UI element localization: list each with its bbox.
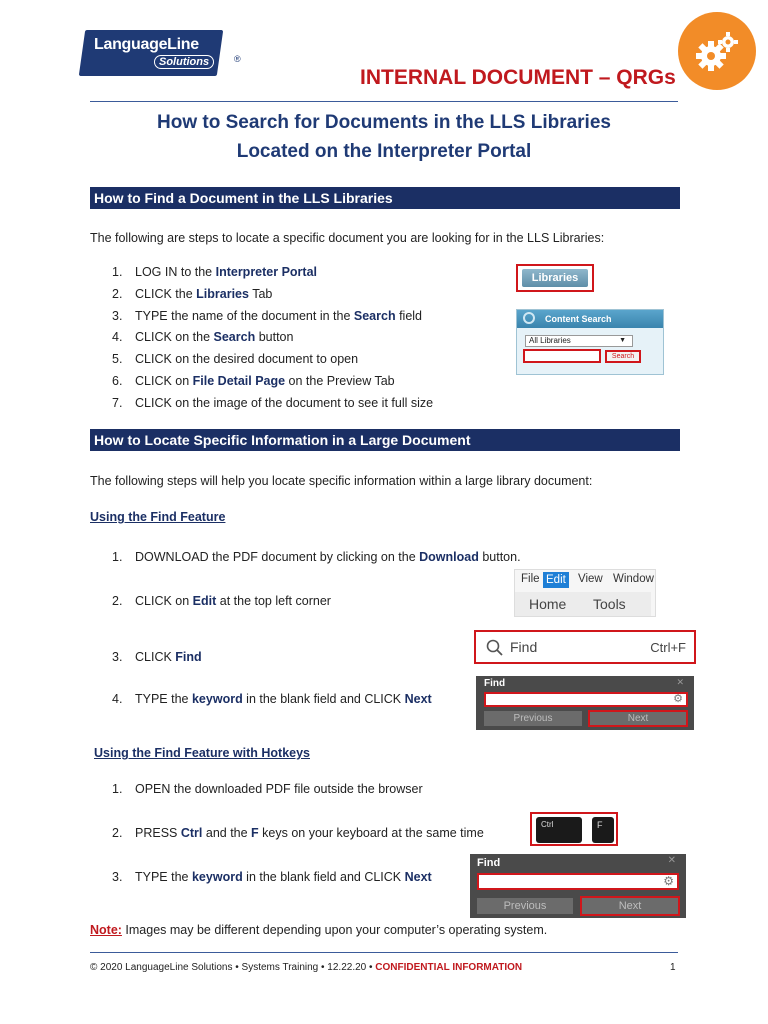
section1-step: 4. CLICK on the Search button [112, 330, 294, 344]
hotkey-step: 3. TYPE the keyword in the blank field and CLICK Next [112, 870, 432, 884]
logo-text-main: LanguageLine [94, 36, 199, 53]
section1-step: 2. CLICK the Libraries Tab [112, 287, 273, 301]
find-step: 4. TYPE the keyword in the blank field and CLICK Next [112, 692, 432, 706]
find-dialog-title: Find [484, 678, 506, 689]
find-menu-item: Find [510, 639, 538, 655]
note [90, 923, 547, 937]
find-dialog-screenshot [476, 676, 694, 730]
previous-button: Previous [477, 898, 573, 914]
f-key: F [592, 817, 614, 843]
keyboard-keys-screenshot [530, 812, 618, 846]
confidential-label: CONFIDENTIAL INFORMATION [375, 962, 523, 973]
hotkey-step: 2. PRESS Ctrl and the F keys on your keyboard at the same time [112, 826, 484, 840]
logo-text-sub: Solutions [154, 55, 214, 69]
dropdown-arrow-icon: ▼ [619, 337, 626, 344]
settings-gear-icon: ⚙ [673, 693, 683, 705]
header-rule [90, 101, 678, 102]
previous-button: Previous [484, 711, 582, 726]
subheading-find-feature: Using the Find Feature [90, 510, 226, 524]
gears-icon [678, 12, 756, 90]
menu-edit: Edit [543, 572, 569, 588]
find-step: 3. CLICK Find [112, 650, 202, 664]
ctrl-key: Ctrl [536, 817, 582, 843]
close-icon: ✕ [667, 855, 676, 866]
content-search-screenshot [516, 309, 664, 375]
section1-step: 7. CLICK on the image of the document to see it full size [112, 396, 434, 410]
note-label: Note: [90, 923, 122, 937]
find-menu-screenshot [474, 630, 696, 664]
find-step: 1. DOWNLOAD the PDF document by clicking on the Download button. [112, 550, 521, 564]
section1-step: 1. LOG IN to the Interpreter Portal [112, 265, 318, 279]
tab-tools: Tools [593, 596, 626, 612]
toolbar-tabs [515, 592, 651, 616]
document-label: INTERNAL DOCUMENT – QRGs [360, 66, 676, 89]
next-button: Next [588, 710, 688, 727]
menu-window: Window [613, 573, 654, 585]
search-icon [486, 639, 504, 657]
section2-intro: The following steps will help you locate specific information within a large library document: [90, 474, 593, 488]
menu-file: File [521, 573, 540, 585]
tab-home: Home [529, 596, 567, 612]
menu-bar [515, 570, 655, 590]
search-button: Search [605, 350, 641, 363]
find-input [477, 873, 679, 890]
menu-view: View [578, 573, 603, 585]
libraries-tab-screenshot [516, 264, 594, 292]
section1-step: 3. TYPE the name of the document in the Search field [112, 309, 422, 323]
company-logo [82, 30, 242, 76]
section-heading-find-document: How to Find a Document in the LLS Libraries [90, 187, 680, 209]
find-dialog-title: Find [477, 857, 501, 869]
section-heading-locate-information: How to Locate Specific Information in a Large Document [90, 429, 680, 451]
search-icon [523, 312, 535, 324]
note-text: Images may be different depending upon your computer’s operating system. [121, 923, 548, 937]
section1-intro: The following are steps to locate a specific document you are looking for in the LLS Libraries: [90, 231, 605, 245]
page-title-line1: How to Search for Documents in the LLS Libraries [157, 112, 611, 133]
find-input [484, 692, 688, 707]
find-step: 2. CLICK on Edit at the top left corner [112, 594, 331, 608]
library-select: All Libraries ▼ [525, 335, 633, 347]
section1-step: 5. CLICK on the desired document to open [112, 352, 359, 366]
edit-menu-screenshot [514, 569, 656, 617]
close-icon: ✕ [676, 677, 684, 687]
find-dialog-screenshot [470, 854, 686, 918]
registered-mark: ® [234, 54, 241, 64]
page-title-line2: Located on the Interpreter Portal [236, 141, 532, 162]
hotkey-step: 1. OPEN the downloaded PDF file outside the browser [112, 782, 423, 796]
libraries-tab: Libraries [522, 269, 588, 287]
footer-text: © 2020 LanguageLine Solutions • Systems Training • 12.22.20 • CONFIDENTIAL INFORMATION [90, 962, 523, 973]
footer-rule [90, 952, 678, 953]
search-field [523, 349, 601, 363]
settings-gear-icon: ⚙ [663, 874, 674, 888]
find-shortcut: Ctrl+F [650, 640, 686, 655]
section1-step: 6. CLICK on File Detail Page on the Preview Tab [112, 374, 395, 388]
subheading-hotkeys: Using the Find Feature with Hotkeys [94, 746, 310, 760]
next-button: Next [580, 896, 680, 916]
page-number: 1 [670, 962, 676, 973]
content-search-title: Content Search [517, 310, 663, 328]
